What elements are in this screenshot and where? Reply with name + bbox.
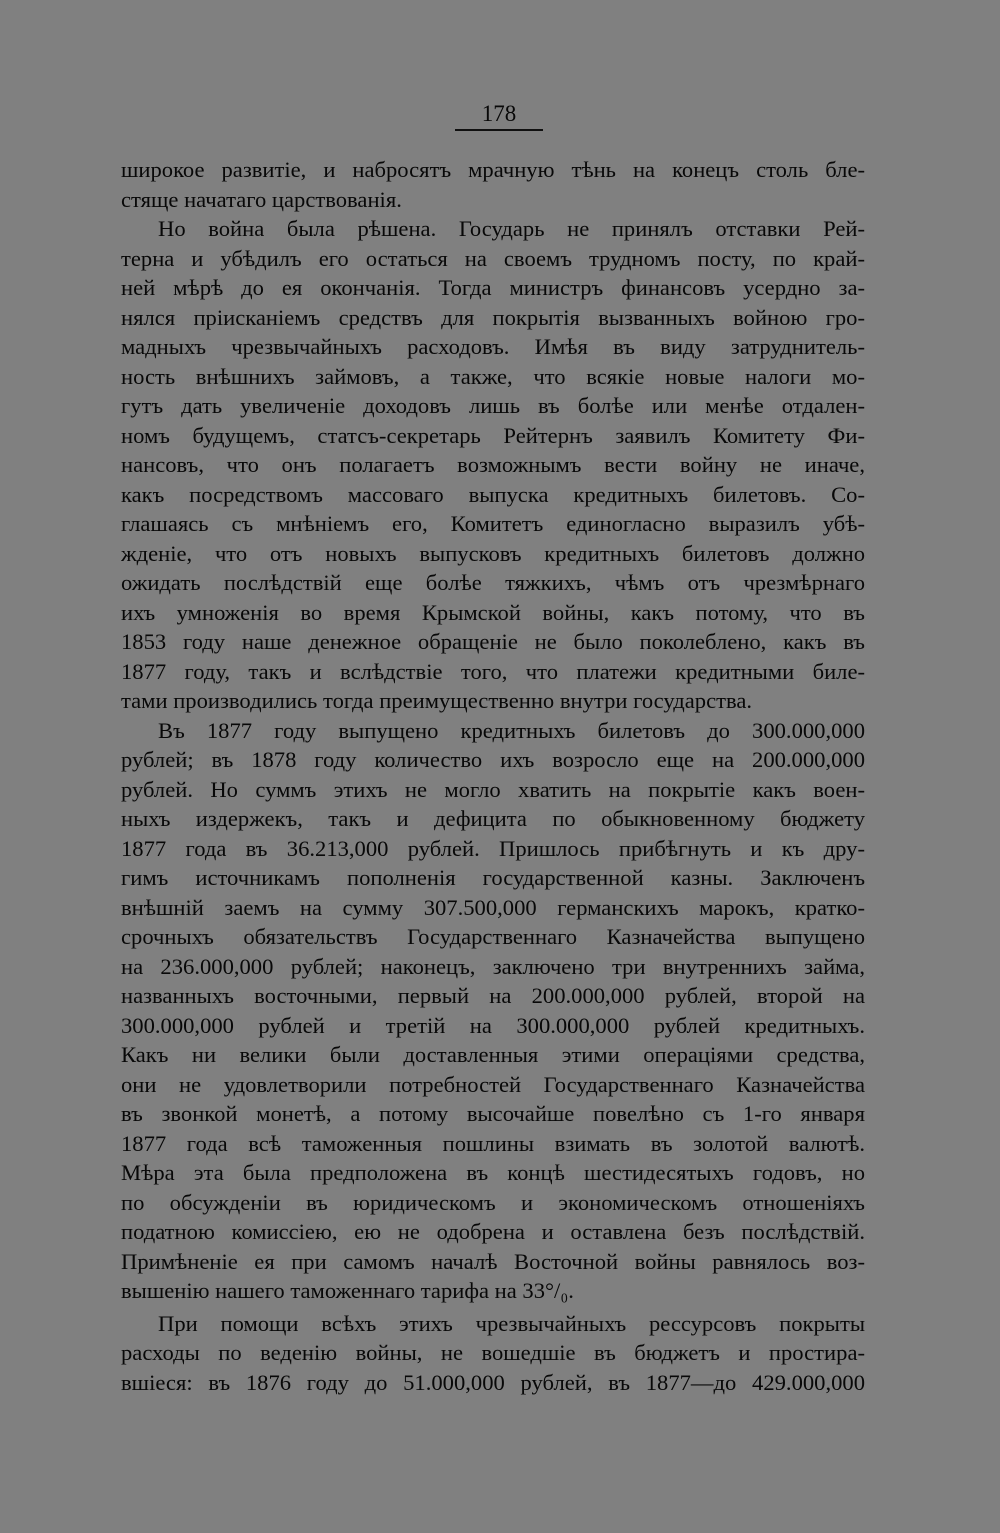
text-line: податною комиссіею, ею не одобрена и оставлена безъ послѣдствій. [121,1219,865,1244]
text-line: вышенію нашего таможеннаго тарифа на 33°/₀. [121,1278,574,1303]
text-line: ность внѣшнихъ займовъ, а также, что всякіе новые налоги мо- [121,363,865,389]
text-line: глашаясь съ мнѣніемъ его, Комитетъ единогласно выразилъ убѣ- [121,511,865,536]
text-line: стяще начатаго царствованія. [121,186,402,212]
text-line: тами производились тогда преимущественно внутри государства. [121,688,753,713]
text-line: Мѣра эта была предположена въ концѣ шестидесятыхъ годовъ, но [121,1160,865,1185]
text-line: ожидать послѣдствій еще болѣе тяжкихъ, чѣмъ отъ чрезмѣрнаго [121,570,865,595]
text-line: рублей. Но суммъ этихъ не могло хватить на покрытіе какъ воен- [121,776,865,802]
body-text [121,155,865,1397]
text-line: гимъ источникамъ пополненія государственной казны. Заключенъ [121,865,865,890]
text-line: какъ посредствомъ массоваго выпуска кредитныхъ билетовъ. Со- [121,481,865,507]
text-line: 1853 году наше денежное обращеніе не было поколеблено, какъ въ [121,629,865,654]
text-line: нялся пріисканіемъ средствъ для покрытія вызванныхъ войною гро- [121,304,865,330]
text-line: вшіеся: въ 1876 году до 51.000,000 рублей, въ 1877—до 429.000,000 [121,1369,865,1395]
text-line: Но война была рѣшена. Государь не принялъ отставки Рей- [158,216,865,241]
text-line: номъ будущемъ, статсъ-секретарь Рейтернъ заявилъ Комитету Фи- [121,422,865,448]
text-line: нансовъ, что онъ полагаетъ возможнымъ вести войну не иначе, [121,452,865,477]
text-line: по обсужденіи въ юридическомъ и экономическомъ отношеніяхъ [121,1189,865,1215]
text-line: расходы по веденію войны, не вошедшіе въ бюджетъ и простира- [121,1340,865,1365]
text-line: рублей; въ 1878 году количество ихъ возросло еще на 200.000,000 [121,747,865,772]
text-line: въ звонкой монетѣ, а потому высочайше повелѣно съ 1-го января [121,1101,865,1126]
text-line: Въ 1877 году выпущено кредитныхъ билетовъ до 300.000,000 [158,717,865,743]
text-line: широкое развитіе, и набросятъ мрачную тѣнь на конецъ столь бле- [121,157,865,182]
text-line: ней мѣрѣ до ея окончанія. Тогда министръ финансовъ усердно за- [121,275,865,300]
text-line: 1877 года въ 36.213,000 рублей. Пришлось прибѣгнуть и къ дру- [121,835,865,861]
text-line: ихъ умноженія во время Крымской войны, какъ потому, что въ [121,599,865,625]
page-number: 178 [481,101,517,126]
text-line: гутъ дать увеличеніе доходовъ лишь въ болѣе или менѣе отдален- [121,393,865,418]
text-line: внѣшній заемъ на сумму 307.500,000 германскихъ марокъ, кратко- [121,894,865,920]
page-number-rule [455,129,543,131]
text-line: мадныхъ чрезвычайныхъ расходовъ. Имѣя въ виду затруднитель- [121,334,865,359]
text-line: Какъ ни велики были доставленныя этими операціями средства, [121,1042,865,1067]
text-line: на 236.000,000 рублей; наконецъ, заключено три внутреннихъ займа, [121,953,865,979]
text-line: При помощи всѣхъ этихъ чрезвычайныхъ рессурсовъ покрыты [158,1310,865,1336]
text-line: 1877 года всѣ таможенныя пошлины взимать въ золотой валютѣ. [121,1130,865,1156]
text-line: ныхъ издержекъ, такъ и дефицита по обыкновенному бюджету [121,806,865,831]
text-line: они не удовлетворили потребностей Государственнаго Казначейства [121,1071,865,1097]
text-line: 1877 году, такъ и вслѣдствіе того, что платежи кредитными биле- [121,658,865,684]
text-line: терна и убѣдилъ его остаться на своемъ трудномъ посту, по край- [121,245,865,271]
text-line: срочныхъ обязательствъ Государственнаго Казначейства выпущено [121,924,865,949]
text-line: названныхъ восточными, первый на 200.000,000 рублей, второй на [121,983,865,1008]
text-line: 300.000,000 рублей и третій на 300.000,000 рублей кредитныхъ. [121,1012,865,1038]
text-line: Примѣненіе ея при самомъ началѣ Восточной войны равнялось воз- [121,1248,865,1274]
text-line: жденіе, что отъ новыхъ выпусковъ кредитныхъ билетовъ должно [121,540,865,566]
